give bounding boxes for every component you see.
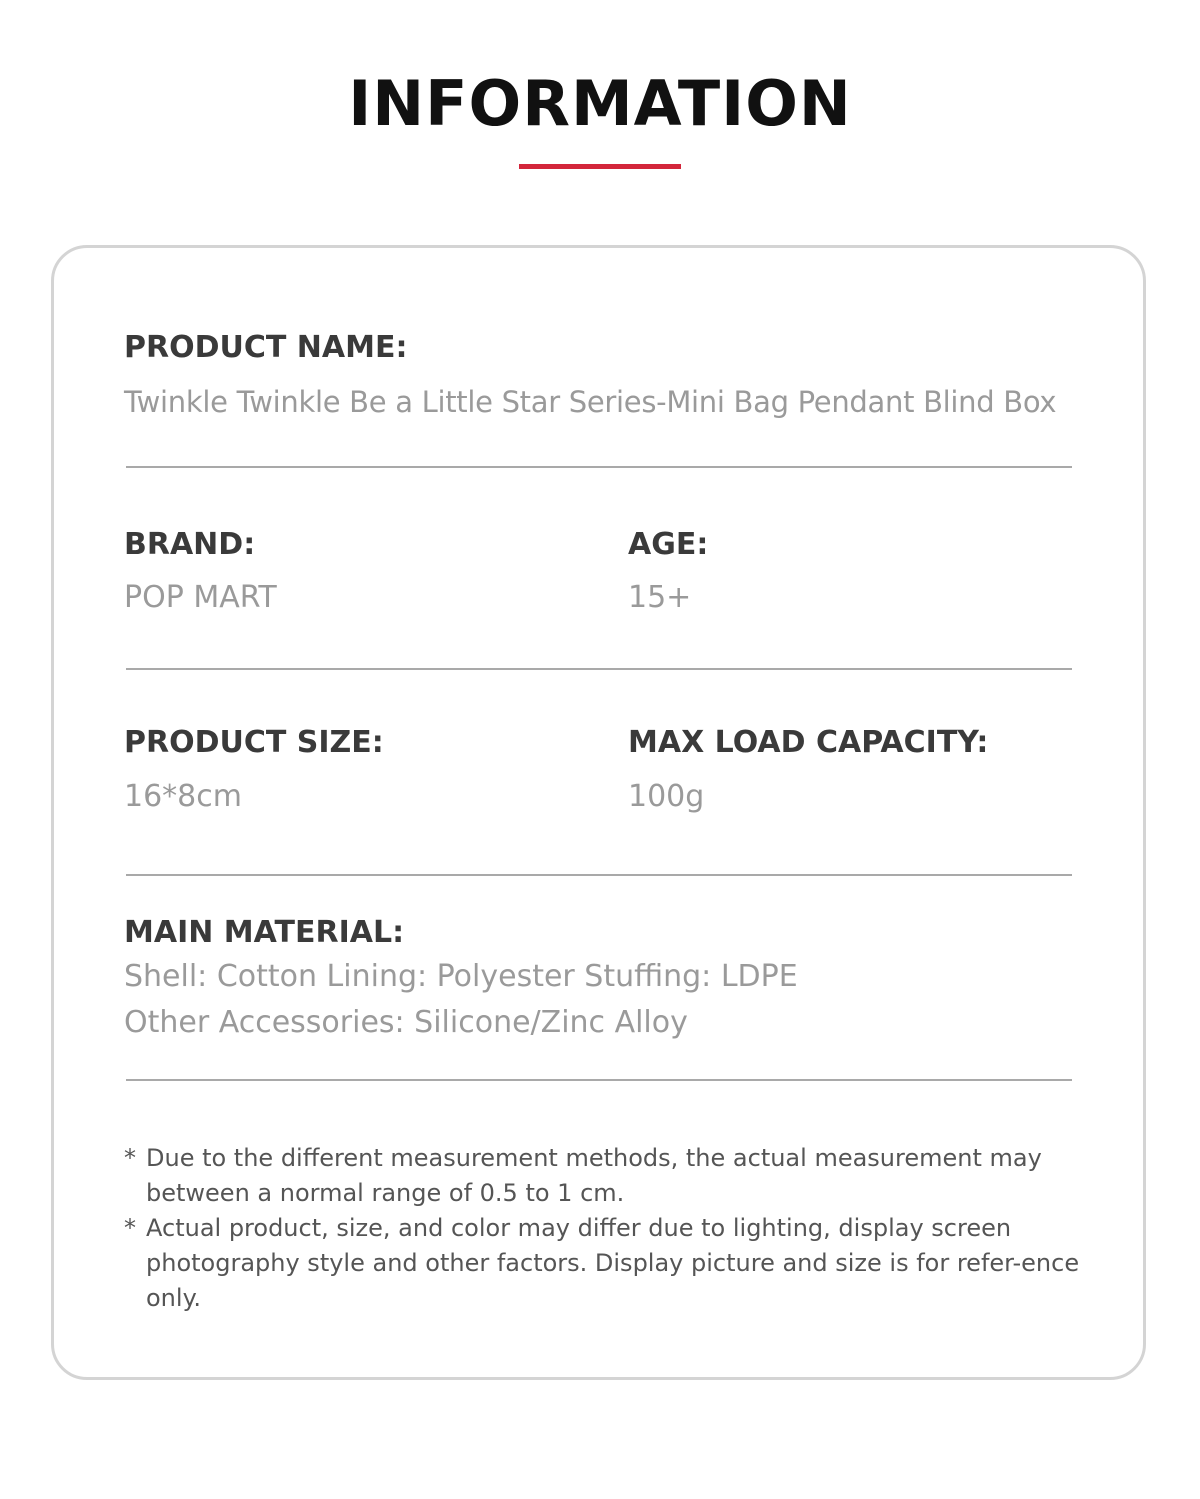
main-material-line-1: Shell: Cotton Lining: Polyester Stuffing: LDPE xyxy=(124,959,798,994)
brand-label: BRAND: xyxy=(124,527,256,562)
age-value: 15+ xyxy=(628,580,692,615)
divider xyxy=(126,874,1072,876)
asterisk-icon: * xyxy=(124,1144,136,1172)
title-accent-line xyxy=(519,164,681,169)
divider xyxy=(126,1079,1072,1081)
max-load-value: 100g xyxy=(628,779,705,814)
main-material-label: MAIN MATERIAL: xyxy=(124,915,405,950)
product-size-value: 16*8cm xyxy=(124,779,242,814)
divider xyxy=(126,466,1072,468)
divider xyxy=(126,668,1072,670)
product-name-label: PRODUCT NAME: xyxy=(124,330,408,365)
note-item xyxy=(124,1141,1084,1211)
age-label: AGE: xyxy=(628,527,709,562)
brand-value: POP MART xyxy=(124,580,277,615)
page-title: INFORMATION xyxy=(348,67,852,140)
max-load-label: MAX LOAD CAPACITY: xyxy=(628,725,989,760)
note-text: Actual product, size, and color may differ due to lighting, display screen photography style and other factors. Display picture and size is for refer-ence only. xyxy=(146,1214,1080,1312)
disclaimer-notes xyxy=(124,1141,1084,1316)
product-name-value: Twinkle Twinkle Be a Little Star Series-Mini Bag Pendant Blind Box xyxy=(124,385,1057,419)
note-text: Due to the different measurement methods, the actual measurement may between a normal range of 0.5 to 1 cm. xyxy=(146,1144,1042,1207)
product-size-label: PRODUCT SIZE: xyxy=(124,725,384,760)
asterisk-icon: * xyxy=(124,1214,136,1242)
main-material-line-2: Other Accessories: Silicone/Zinc Alloy xyxy=(124,1005,688,1040)
note-item xyxy=(124,1211,1084,1316)
